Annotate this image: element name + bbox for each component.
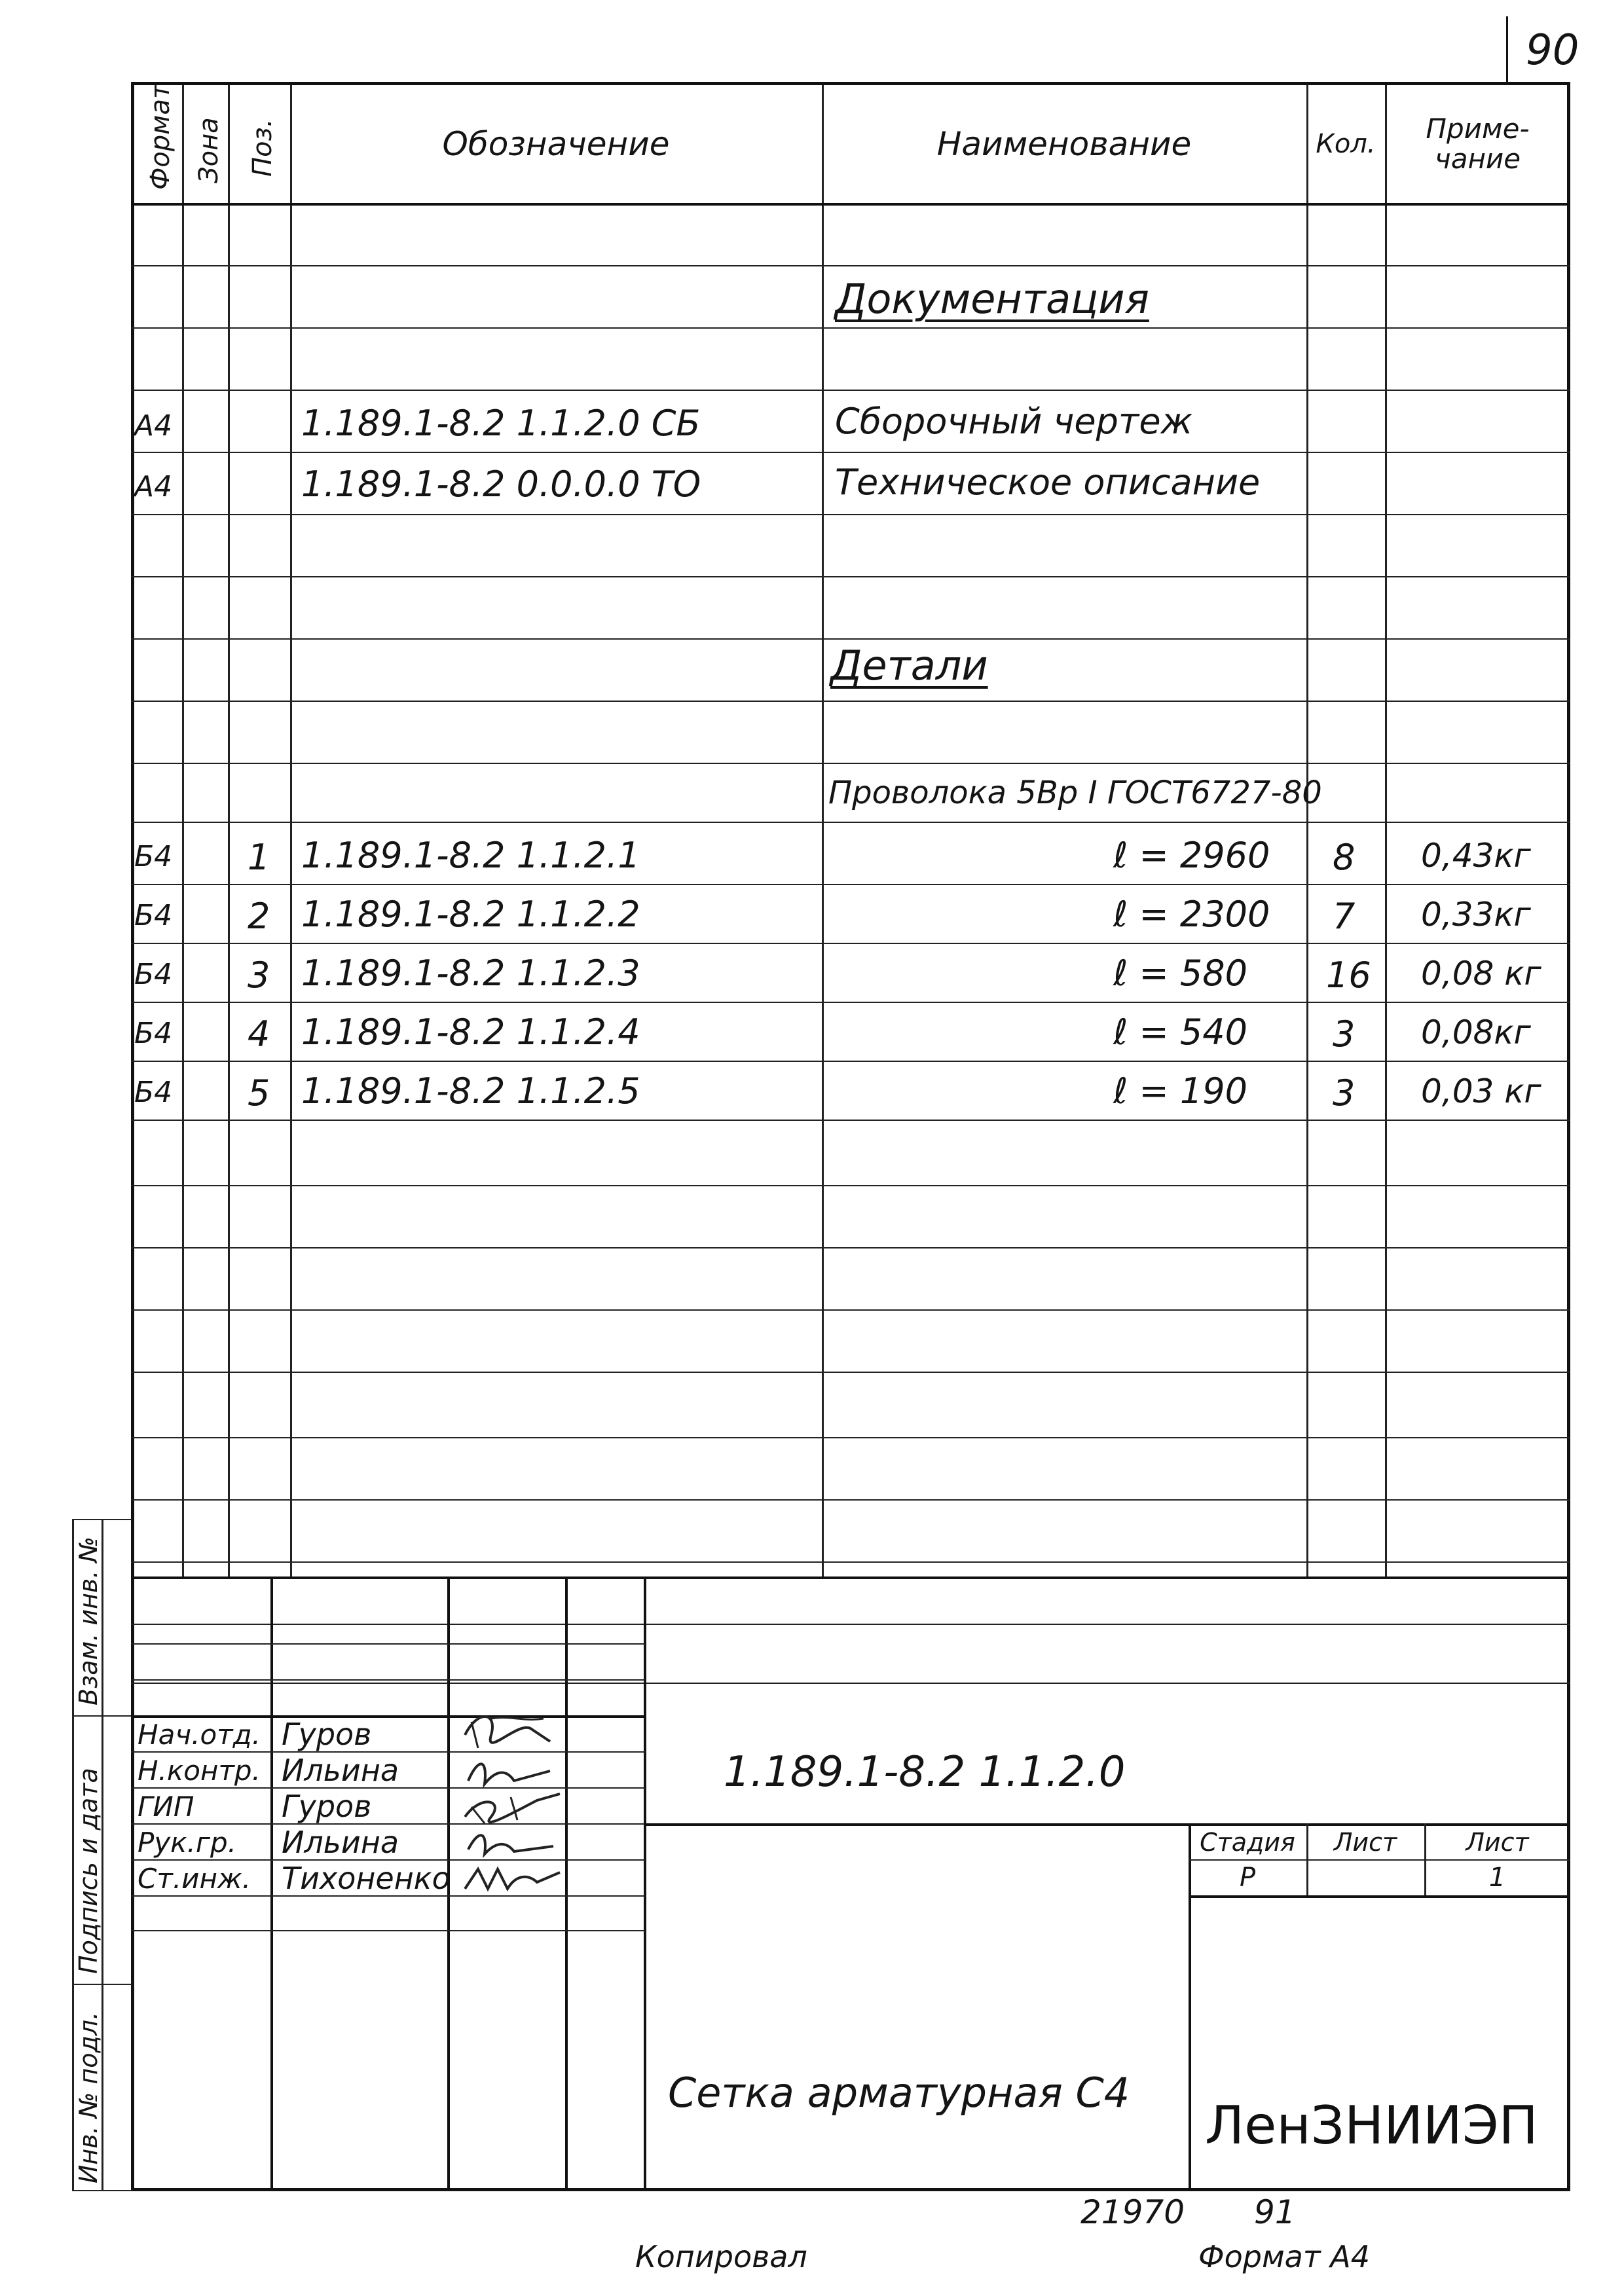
row-line [131,1185,1570,1186]
detail-note: 0,08 кг [1421,955,1541,993]
tb-doc-code: 1.189.1-8.2 1.1.2.0 [724,1748,1126,1796]
row-line [131,638,1570,640]
tb-role: Ст.инж. [138,1863,251,1895]
page-number-divider [1506,16,1508,85]
detail-pos: 2 [248,896,270,937]
detail-note: 0,03 кг [1421,1072,1541,1110]
row-line [131,576,1570,577]
col-line-pos [228,85,230,1578]
detail-format: Б4 [134,840,173,873]
tb-col-date [644,1576,646,2190]
detail-length: ℓ = 540 [1113,1011,1247,1053]
row-line [131,1561,1570,1563]
tb-person: Ильина [282,1825,399,1860]
doc-format: А4 [134,409,173,443]
material-line: Проволока 5Вр I ГОСТ6727-80 [828,774,1322,811]
tb-col-role [270,1576,273,2190]
title-block-top [131,1576,1570,1579]
detail-designation: 1.189.1-8.2 1.1.2.2 [301,894,640,935]
detail-designation: 1.189.1-8.2 1.1.2.3 [301,953,640,994]
header-note [1385,85,1570,203]
header-pos: Поз. [248,118,278,177]
tb-sheet-label: Лист [1333,1828,1397,1857]
tb-sheets-label: Лист [1466,1828,1529,1857]
row-line [131,1061,1570,1062]
header-designation: Обозначение [442,124,670,163]
header-note-line1: Приме- [1426,112,1530,145]
row-line [131,1309,1570,1311]
detail-format: Б4 [134,1017,173,1050]
tb-code-bottom [644,1823,1570,1826]
detail-pos: 3 [248,955,270,996]
side-interchange: Взам. инв. № [74,1536,103,1705]
row-line [131,1372,1570,1373]
header-bottom-line [131,203,1570,206]
detail-pos: 5 [248,1072,270,1114]
footer-format: Формат А4 [1198,2239,1370,2274]
detail-designation: 1.189.1-8.2 1.1.2.5 [301,1070,640,1112]
detail-length: ℓ = 2300 [1113,894,1270,935]
detail-qty: 16 [1326,955,1371,996]
detail-length: ℓ = 580 [1113,953,1247,994]
header-name: Наименование [936,124,1192,163]
detail-length: ℓ = 2960 [1113,835,1270,876]
row-line [131,452,1570,453]
row-line [131,1624,1570,1625]
header-qty: Кол. [1316,129,1376,159]
section-details: Детали [830,642,988,689]
detail-designation: 1.189.1-8.2 1.1.2.1 [301,835,640,876]
detail-length: ℓ = 190 [1113,1070,1247,1112]
header-zone: Зона [194,117,224,183]
section-documentation: Документация [835,275,1149,323]
detail-format: Б4 [134,1076,173,1109]
tb-title: Сетка арматурная С4 [668,2069,1130,2117]
doc-designation: 1.189.1-8.2 1.1.2.0 СБ [301,403,701,444]
col-line-name [822,85,824,1578]
tb-row-line [131,1679,645,1681]
header-note-line2: чание [1434,143,1521,175]
detail-qty: 3 [1333,1013,1356,1055]
doc-designation: 1.189.1-8.2 0.0.0.0 ТО [301,464,701,505]
row-line [131,701,1570,702]
tb-stage-label: Стадия [1200,1828,1295,1857]
row-line [131,943,1570,944]
signatures [452,1683,570,1899]
row-line [131,1683,1570,1684]
tb-stage-line [1189,1859,1570,1861]
detail-note: 0,33кг [1421,896,1531,934]
doc-format: А4 [134,470,173,503]
tb-organization: ЛенЗНИИЭП [1205,2095,1538,2156]
detail-pos: 4 [248,1013,270,1055]
row-line [131,1247,1570,1248]
tb-stage-value: Р [1239,1863,1256,1893]
footer-copied: Копировал [635,2239,807,2274]
row-line [131,822,1570,823]
side-stamp-line [72,1984,132,1985]
row-line [131,763,1570,764]
footer-number-right: 91 [1254,2193,1296,2231]
side-inv-orig: Инв. № подл. [74,2011,103,2183]
detail-qty: 8 [1333,837,1356,878]
side-stamp-line [72,1519,132,1520]
detail-qty: 7 [1333,896,1356,937]
row-line [131,327,1570,329]
row-line [131,390,1570,391]
row-line [131,265,1570,266]
side-stamp-line [72,1715,132,1717]
side-sign-date: Подпись и дата [74,1768,103,1974]
tb-role: ГИП [138,1791,194,1823]
tb-role: Рук.гр. [138,1827,236,1859]
tb-person: Тихоненко [282,1861,451,1896]
row-line [131,884,1570,885]
side-stamp-line [72,2190,132,2191]
tb-person: Ильина [282,1753,399,1788]
footer-number-left: 21970 [1080,2193,1185,2231]
detail-pos: 1 [248,837,270,878]
row-line [131,1002,1570,1003]
detail-note: 0,08кг [1421,1013,1531,1051]
detail-format: Б4 [134,899,173,932]
tb-person: Гуров [282,1789,372,1824]
tb-stage-bottom [1189,1895,1570,1898]
tb-row-line [131,1930,645,1931]
tb-sheets-value: 1 [1488,1863,1506,1893]
detail-designation: 1.189.1-8.2 1.1.2.4 [301,1011,640,1053]
col-line-zone [182,85,184,1578]
page-number: 90 [1526,26,1579,75]
tb-person: Гуров [282,1717,372,1752]
detail-format: Б4 [134,958,173,991]
row-line [131,514,1570,515]
row-line [131,1437,1570,1438]
doc-name: Сборочный чертеж [835,401,1193,442]
tb-role: Н.контр. [138,1755,261,1787]
detail-qty: 3 [1333,1072,1356,1114]
col-line-qty [1306,85,1308,1578]
tb-row-line [131,1643,645,1645]
col-line-note [1385,85,1387,1578]
tb-role: Нач.отд. [138,1719,261,1751]
detail-note: 0,43кг [1421,837,1531,875]
row-line [131,1120,1570,1121]
col-line-designation [290,85,292,1578]
header-format: Формат [145,83,175,190]
row-line [131,1499,1570,1501]
doc-name: Техническое описание [835,462,1261,503]
